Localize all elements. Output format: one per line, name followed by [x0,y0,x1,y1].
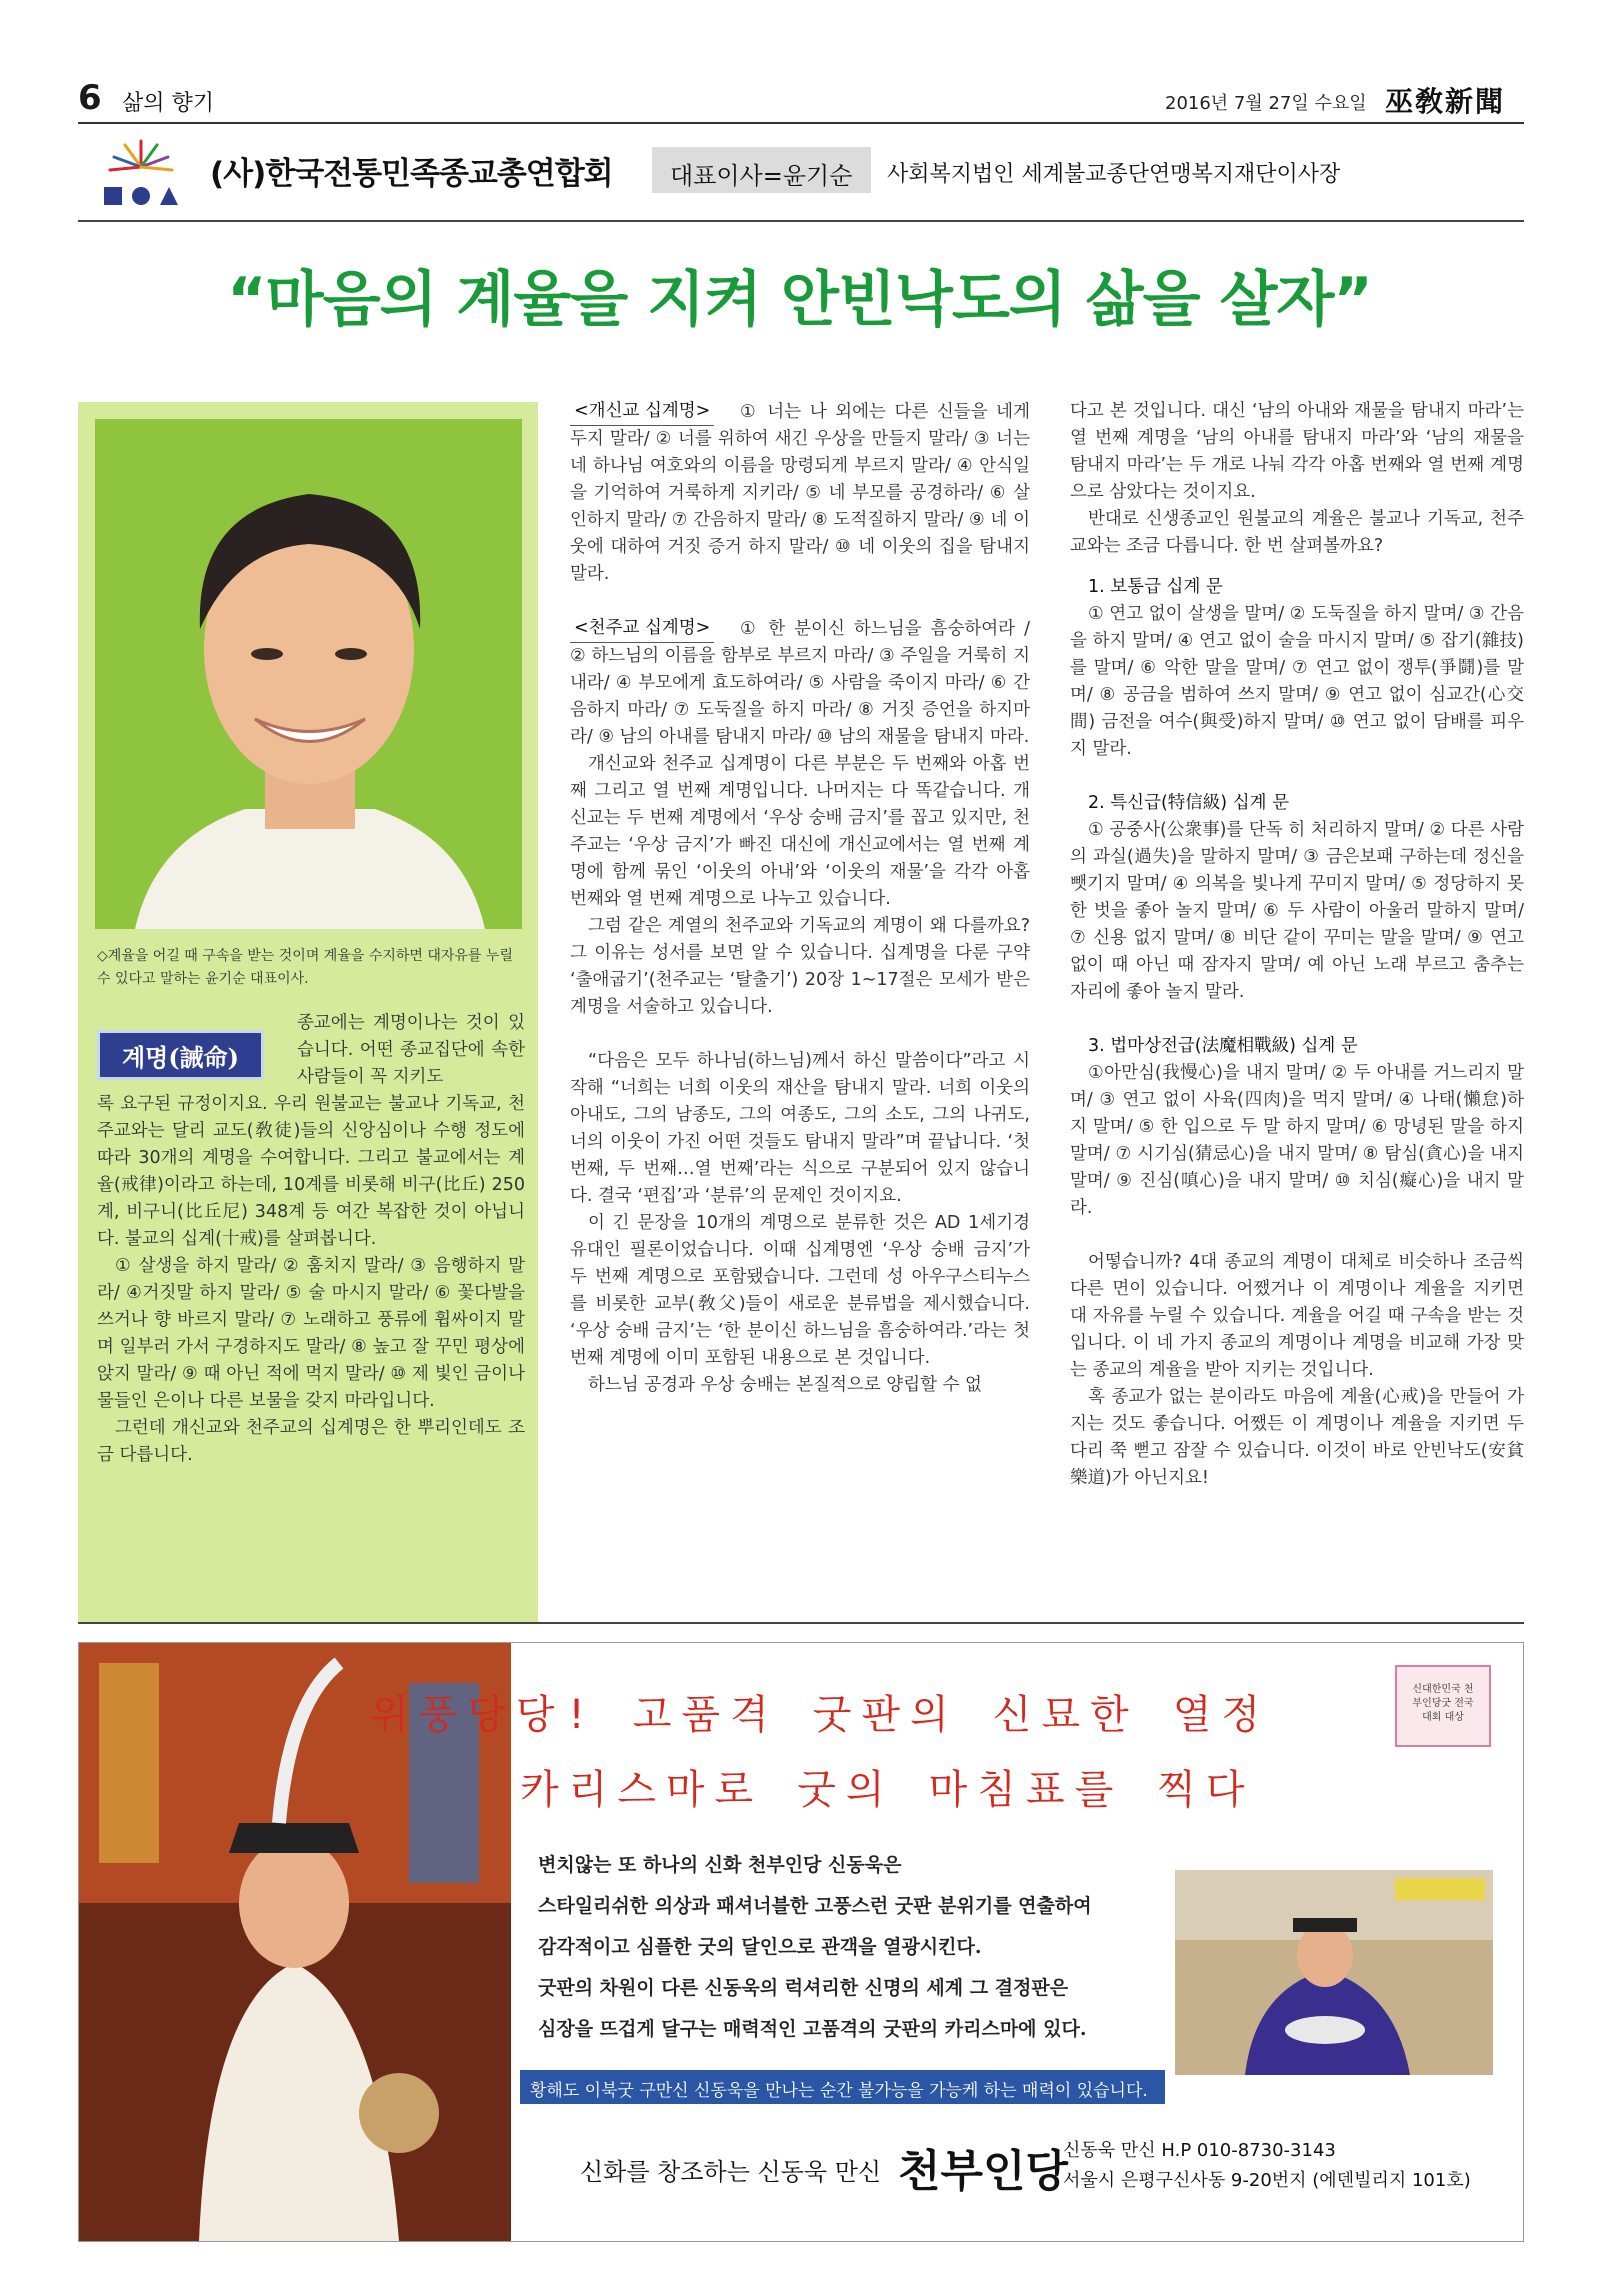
contact-phone: 신동욱 만신 H.P 010-8730-3143 [1063,2140,1336,2161]
article-column-3 [1070,398,1524,1492]
representative-label: 대표이사=윤기순 [670,162,853,190]
advertisement-headline-2: 카리스마로 굿의 마침표를 찍다 [520,1767,1255,1813]
paragraph: “다음은 모두 하나님(하느님)께서 하신 말씀이다”라고 시작해 “너희는 너희 이웃의 재산을 탐내지 말라. 너희 이웃의 아내도, 그의 남종도, 그의 여종도, 그의 소도, 그의 나귀도, 너의 이웃이 가진 어떤 것들도 탐내지 말라”며 끝납니다. ‘첫 번째, 두 번째…열 번째’라는 식으로 구분되어 있지 않습니다. 결국 ‘편집’과 ‘분류’의 문제인 것이지요. [570,1051,1030,1206]
section-heading: 2. 특신급(特信級) 십계 문 [1088,793,1289,813]
ad-line: 감각적이고 심플한 굿의 달인으로 관객을 열광시킨다. [538,1936,982,1958]
paragraph: 그런데 개신교와 천주교의 십계명은 한 뿌리인데도 조금 다릅니다. [97,1418,525,1465]
ad-line: 스타일리쉬한 의상과 패셔너블한 고풍스런 굿판 분위기를 연출하여 [538,1895,1092,1917]
paragraph: 혹 종교가 없는 분이라도 마음에 계율(心戒)을 만들어 가지는 것도 좋습니다. 어쨌든 이 계명이나 계율을 지키면 두 다리 쭉 뻗고 잠잘 수 있습니다. 이것이 바로 안빈낙도(安貧樂道)가 아닌지요! [1070,1387,1524,1488]
advertisement-rule [78,1622,1524,1624]
section-heading: 3. 법마상전급(法魔相戰級) 십계 문 [1088,1036,1358,1056]
paragraph: 종교에는 계명이나는 것이 있습니다. 어떤 종교집단에 속한 사람들이 꼭 지키도 [297,1013,525,1087]
issue-date: 2016년 7월 27일 수요일 [1165,93,1367,114]
portrait-photo [95,419,522,929]
article-column-2 [570,398,1030,1399]
advertisement-body [538,1845,1188,2050]
award-badge-text: 신대한민국 천부인당굿 전국대회 대상 [1412,1684,1474,1723]
paragraph: 다고 본 것입니다. 대신 ‘남의 아내와 재물을 탐내지 마라’는 열 번째 계명을 ‘남의 아내를 탐내지 마라’와 ‘남의 재물을 탐내지 마라’는 두 개로 나눠 각각 아홉 번째와 열 번째 계명으로 삼았다는 것이지요. [1070,401,1524,502]
header-rule [78,122,1524,124]
paragraph: 어떻습니까? 4대 종교의 계명이 대체로 비슷하나 조금씩 다른 면이 있습니다. 어쨌거나 이 계명이나 계율을 지키면 대 자유를 누릴 수 있습니다. 계율을 어길 때 구속을 받는 것입니다. 이 네 가지 종교의 계명이나 계명을 비교해 가장 맞는 종교의 계율을 받아 지키는 것입니다. [1070,1252,1524,1380]
advertisement-tagline: 황해도 이북굿 구만신 신동욱을 만나는 순간 불가능을 가능케 하는 매력이 있습니다. [530,2081,1148,2101]
paragraph: 이 긴 문장을 10개의 계명으로 분류한 것은 AD 1세기경 유대인 필론이었습니다. 이때 십계명엔 ‘우상 숭배 금지’가 두 번째 계명으로 포함됐습니다. 그런데 성 아우구스티누스를 비롯한 교부(敎父)들이 새로운 분류법을 제시했습니다. ‘우상 숭배 금지’는 ‘한 분이신 하느님을 흠숭하여라.’라는 첫 번째 계명에 이미 포함된 내용으로 본 것입니다. [570,1213,1030,1368]
performance-photo [1175,1870,1493,2075]
ad-line: 심장을 뜨겁게 달구는 매력적인 고품격의 굿판의 카리스마에 있다. [538,2018,1087,2040]
paragraph: 개신교와 천주교 십계명이 다른 부분은 두 번째와 아홉 번째 그리고 열 번째 계명입니다. 나머지는 다 똑같습니다. 개신교는 두 번째 계명에서 ‘우상 숭배 금지’를 꼽고 있지만, 천주교는 ‘우상 금지’가 빠진 대신에 개신교에서는 열 번째 계명에 함께 묶인 ‘이웃의 아내’와 ‘이웃의 재물’을 각각 아홉 번째와 열 번째 계명으로 나누고 있습니다. [570,754,1030,909]
section-heading: 1. 보통급 십계 문 [1088,577,1223,597]
paragraph: 그럼 같은 계열의 천주교와 기독교의 계명이 왜 다를까요? 그 이유는 성서를 보면 알 수 있습니다. 십계명을 다룬 구약 ‘출애굽기’(천주교는 ‘탈출기’) 20장 1~17절은 모세가 받은 계명을 서술하고 있습니다. [570,916,1030,1017]
ad-line: 굿판의 차원이 다른 신동욱의 럭셔리한 신명의 세계 그 결정판은 [538,1977,1069,1999]
paragraph: 반대로 신생종교인 원불교의 계율은 불교나 기독교, 천주교와는 조금 다릅니다. 한 번 살펴볼까요? [1070,509,1524,556]
paragraph: ① 연고 없이 살생을 말며/ ② 도둑질을 하지 말며/ ③ 간음을 하지 말며/ ④ 연고 없이 술을 마시지 말며/ ⑤ 잡기(雜技)를 말며/ ⑥ 악한 말을 말며/ ⑦ 연고 없이 쟁투(爭鬪)를 말며/ ⑧ 공금을 범하여 쓰지 말며/ ⑨ 연고 없이 심교간(心交間) 금전을 여수(與受)하지 말며/ ⑩ 연고 없이 담배를 피우지 말라. [1070,604,1524,759]
paragraph: ① 너는 나 외에는 다른 신들을 네게 두지 말라/ ② 너를 위하여 새긴 우상을 만들지 말라/ ③ 너는 네 하나님 여호와의 이름을 망령되게 부르지 말라/ ④ 안식일을 기억하여 거룩하게 지키라/ ⑤ 네 부모를 공경하라/ ⑥ 살인하지 말라/ ⑦ 간음하지 말라/ ⑧ 도적질하지 말라/ ⑨ 네 이웃에 대하여 거짓 증거 하지 말라/ ⑩ 네 이웃의 집을 탐내지 말라. [570,402,1030,584]
paragraph: ① 한 분이신 하느님을 흠숭하여라 / ② 하느님의 이름을 함부로 부르지 마라/ ③ 주일을 거룩히 지내라/ ④ 부모에게 효도하여라/ ⑤ 사람을 죽이지 마라/ ⑥ 간음하지 마라/ ⑦ 도둑질을 하지 마라/ ⑧ 거짓 증언을 하지마라/ ⑨ 남의 아내를 탐내지 마라/ ⑩ 남의 재물을 탐내지 마라. [570,619,1030,747]
catholic-commandments-label: <천주교 십계명> [570,615,714,643]
advertisement-contact [1063,2136,1471,2196]
topic-label: 계명(誡命) [121,1043,240,1072]
section-name: 삶의 향기 [122,91,215,116]
newspaper-name: 巫敎新聞 [1385,85,1506,118]
advertisement-headline-1: 위풍당당! 고품격 굿판의 신묘한 열정 [370,1692,1271,1738]
paragraph: ① 살생을 하지 말라/ ② 훔치지 말라/ ③ 음행하지 말라/ ④거짓말 하지 말라/ ⑤ 술 마시지 말라/ ⑥ 꽃다발을 쓰거나 향 바르지 말라/ ⑦ 노래하고 풍류에 휩싸이지 말며 일부러 가서 구경하지도 말라/ ⑧ 높고 잘 꾸민 평상에 앉지 말라/ ⑨ 때 아닌 적에 먹지 말라/ ⑩ 제 빛인 금이나 물들인 은이나 다른 보물을 갖지 마라입니다. [97,1256,525,1411]
paragraph: 하느님 공경과 우상 숭배는 본질적으로 양립할 수 없 [588,1375,982,1395]
representative-affiliation: 사회복지법인 세계불교종단연맹복지재단이사장 [887,162,1341,187]
paragraph: ①아만심(我慢心)을 내지 말며/ ② 두 아내를 거느리지 말며/ ③ 연고 없이 사육(四肉)을 먹지 말며/ ④ 나태(懶怠)하지 말며/ ⑤ 한 입으로 두 말 하지 말며/ ⑥ 망녕된 말을 하지 말며/ ⑦ 시기심(猜忌心)을 내지 말며/ ⑧ 탐심(貪心)을 내지 말며/ ⑨ 진심(嗔心)을 내지 말며/ ⑩ 치심(癡心)을 내지 말라. [1070,1063,1524,1218]
paragraph: 록 요구된 규정이지요. 우리 원불교는 불교나 기독교, 천주교와는 달리 교도(敎徒)들의 신앙심이나 수행 정도에 따라 30개의 계명을 수여합니다. 그리고 불교에서는 계율(戒律)이라고 하는데, 10계를 비롯해 비구(比丘) 250계, 비구니(比丘尼) 348계 등 여간 복잡한 것이 아닙니다. 불교의 십계(十戒)를 살펴봅니다. [97,1094,525,1249]
ad-line: 변치않는 또 하나의 신화 천부인당 신동욱은 [538,1854,902,1876]
article-headline: “마음의 계율을 지켜 안빈낙도의 삶을 살자” [227,265,1372,335]
article-column-1 [97,1010,525,1469]
contact-address: 서울시 은평구신사동 9-20번지 (에덴빌리지 101호) [1063,2170,1471,2191]
advertisement-brand: 천부인당 [898,2146,1069,2197]
photo-caption: ◇계율을 어길 때 구속을 받는 것이며 계율을 수지하면 대자유를 누릴 수 있다고 말하는 윤기순 대표이사. [97,948,513,987]
paragraph: ① 공중사(公衆事)를 단독 히 처리하지 말며/ ② 다른 사람의 과실(過失)을 말하지 말며/ ③ 금은보패 구하는데 정신을 뺏기지 말며/ ④ 의복을 빛나게 꾸미지 말며/ ⑤ 정당하지 못한 벗을 좋아 놀지 말며/ ⑥ 두 사람이 아울러 말하지 말며/ ⑦ 신용 없지 말며/ ⑧ 비단 같이 꾸미는 말을 말며/ ⑨ 연고 없이 때 아닌 때 잠자지 말며/ 예 아닌 노래 부르고 춤추는 자리에 좋아 놀지 말라. [1070,820,1524,1002]
advertisement-slogan: 신화를 창조하는 신동욱 만신 [580,2158,882,2186]
association-name: (사)한국전통민족종교총연합회 [210,156,613,192]
protestant-commandments-label: <개신교 십계명> [570,398,714,426]
banner-rule [78,220,1524,222]
association-logo [100,137,182,209]
page-number: 6 [78,78,102,118]
